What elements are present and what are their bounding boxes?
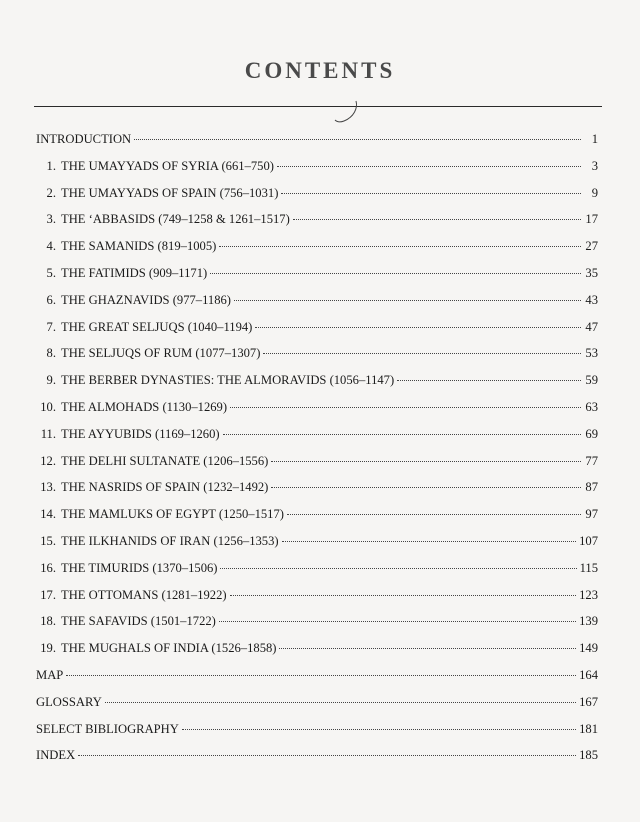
- toc-entry-title: THE ALMOHADS (1130–1269): [61, 399, 228, 414]
- toc-entry-title: THE MAMLUKS OF EGYPT (1250–1517): [61, 507, 284, 522]
- toc-entry-number: 12.: [40, 453, 56, 468]
- title-rule: [34, 106, 602, 107]
- toc-entry: [36, 588, 598, 615]
- toc-entry-title: THE BERBER DYNASTIES: THE ALMORAVIDS (1056–1147): [61, 373, 395, 388]
- toc-entry-number: 8.: [46, 346, 56, 361]
- toc-entry: [36, 212, 598, 239]
- dot-leader: [66, 675, 576, 676]
- toc-entry-title: THE GREAT SELJUQS (1040–1194): [61, 319, 253, 334]
- toc-entry-page: 3: [591, 158, 598, 173]
- toc-entry-page: 115: [579, 560, 598, 575]
- toc-entry-title: THE GHAZNAVIDS (977–1186): [61, 292, 232, 307]
- toc-entry-title: THE SELJUQS OF RUM (1077–1307): [61, 346, 261, 361]
- toc-entry-page: 9: [591, 185, 598, 200]
- dot-leader: [293, 219, 581, 220]
- toc-entry-title: SELECT BIBLIOGRAPHY: [36, 721, 179, 736]
- toc-entry-title: THE OTTOMANS (1281–1922): [61, 587, 227, 602]
- toc-entry: [36, 480, 598, 507]
- toc-entry: [36, 266, 598, 293]
- toc-entry-page: 167: [579, 694, 598, 709]
- ink-mark-icon: [332, 100, 362, 128]
- page-title: CONTENTS: [244, 58, 396, 83]
- toc-entry-number: 11.: [40, 426, 56, 441]
- toc-entry: [36, 561, 598, 588]
- dot-leader: [134, 139, 581, 140]
- dot-leader: [230, 595, 577, 596]
- toc-entry-page: 97: [585, 507, 598, 522]
- toc-entry-title: MAP: [36, 667, 64, 682]
- toc-entry-title: THE UMAYYADS OF SYRIA (661–750): [61, 158, 274, 173]
- dot-leader: [182, 729, 576, 730]
- toc-entry-page: 47: [585, 319, 598, 334]
- toc-entry: [36, 748, 598, 775]
- toc-entry-page: 53: [585, 346, 598, 361]
- dot-leader: [287, 514, 581, 515]
- toc-entry: [36, 239, 598, 266]
- dot-leader: [279, 648, 576, 649]
- dot-leader: [230, 407, 581, 408]
- dot-leader: [210, 273, 581, 274]
- toc-entry-title: THE SAMANIDS (819–1005): [61, 239, 217, 254]
- contents-list: [36, 132, 598, 775]
- toc-entry-title: THE MUGHALS OF INDIA (1526–1858): [61, 641, 277, 656]
- toc-entry-page: 63: [585, 399, 598, 414]
- toc-entry-number: 18.: [40, 614, 56, 629]
- toc-entry-number: 10.: [40, 399, 56, 414]
- dot-leader: [282, 541, 577, 542]
- toc-entry: [36, 641, 598, 668]
- dot-leader: [397, 380, 581, 381]
- toc-entry-page: 69: [585, 426, 598, 441]
- toc-entry-number: 1.: [46, 158, 56, 173]
- toc-entry-title: THE UMAYYADS OF SPAIN (756–1031): [61, 185, 279, 200]
- toc-entry-number: 7.: [46, 319, 56, 334]
- toc-entry-number: 2.: [46, 185, 56, 200]
- dot-leader: [223, 434, 581, 435]
- dot-leader: [263, 353, 581, 354]
- toc-entry-page: 77: [585, 453, 598, 468]
- toc-entry-number: 3.: [46, 212, 56, 227]
- toc-entry-page: 164: [579, 667, 598, 682]
- toc-entry-title: THE NASRIDS OF SPAIN (1232–1492): [61, 480, 269, 495]
- toc-entry-page: 17: [585, 212, 598, 227]
- toc-entry-title: THE ‘ABBASIDS (749–1258 & 1261–1517): [61, 212, 290, 227]
- toc-entry: [36, 293, 598, 320]
- toc-entry-title: GLOSSARY: [36, 694, 102, 709]
- toc-entry: [36, 427, 598, 454]
- dot-leader: [220, 568, 576, 569]
- toc-entry: [36, 400, 598, 427]
- toc-entry-page: 181: [579, 721, 598, 736]
- toc-entry-page: 35: [585, 265, 598, 280]
- toc-entry-page: 123: [579, 587, 598, 602]
- toc-entry-page: 149: [579, 641, 598, 656]
- toc-entry-title: THE TIMURIDS (1370–1506): [61, 560, 218, 575]
- toc-entry-page: 59: [585, 373, 598, 388]
- toc-entry-number: 14.: [40, 507, 56, 522]
- toc-entry-number: 17.: [40, 587, 56, 602]
- dot-leader: [78, 755, 576, 756]
- toc-entry-page: 87: [585, 480, 598, 495]
- toc-entry-title: THE SAFAVIDS (1501–1722): [61, 614, 216, 629]
- dot-leader: [271, 487, 581, 488]
- dot-leader: [105, 702, 576, 703]
- toc-entry-title: THE AYYUBIDS (1169–1260): [61, 426, 220, 441]
- toc-entry-number: 16.: [40, 560, 56, 575]
- toc-entry: [36, 668, 598, 695]
- toc-entry-page: 139: [579, 614, 598, 629]
- toc-entry: [36, 346, 598, 373]
- toc-entry-page: 107: [579, 533, 598, 548]
- toc-entry: [36, 454, 598, 481]
- toc-entry: [36, 373, 598, 400]
- toc-entry-title: THE DELHI SULTANATE (1206–1556): [61, 453, 269, 468]
- toc-entry-title: THE FATIMIDS (909–1171): [61, 265, 208, 280]
- toc-entry: [36, 132, 598, 159]
- toc-entry-number: 19.: [40, 641, 56, 656]
- toc-entry-title: INTRODUCTION: [36, 132, 132, 146]
- toc-entry-page: 1: [591, 132, 598, 146]
- dot-leader: [219, 621, 576, 622]
- toc-entry: [36, 507, 598, 534]
- toc-entry-page: 27: [585, 239, 598, 254]
- dot-leader: [271, 461, 581, 462]
- toc-entry: [36, 534, 598, 561]
- toc-entry: [36, 722, 598, 749]
- toc-entry-number: 6.: [46, 292, 56, 307]
- toc-entry: [36, 186, 598, 213]
- toc-entry: [36, 614, 598, 641]
- toc-entry: [36, 320, 598, 347]
- dot-leader: [255, 327, 581, 328]
- toc-entry-number: 13.: [40, 480, 56, 495]
- toc-entry-number: 4.: [46, 239, 56, 254]
- dot-leader: [281, 193, 581, 194]
- toc-entry-page: 43: [585, 292, 598, 307]
- toc-entry-number: 9.: [46, 373, 56, 388]
- toc-entry-title: INDEX: [36, 748, 76, 763]
- dot-leader: [277, 166, 581, 167]
- toc-entry-number: 5.: [46, 265, 56, 280]
- toc-entry-title: THE ILKHANIDS OF IRAN (1256–1353): [61, 533, 279, 548]
- toc-entry-page: 185: [579, 748, 598, 763]
- dot-leader: [219, 246, 581, 247]
- dot-leader: [234, 300, 581, 301]
- toc-entry-number: 15.: [40, 533, 56, 548]
- toc-entry: [36, 695, 598, 722]
- toc-entry: [36, 159, 598, 186]
